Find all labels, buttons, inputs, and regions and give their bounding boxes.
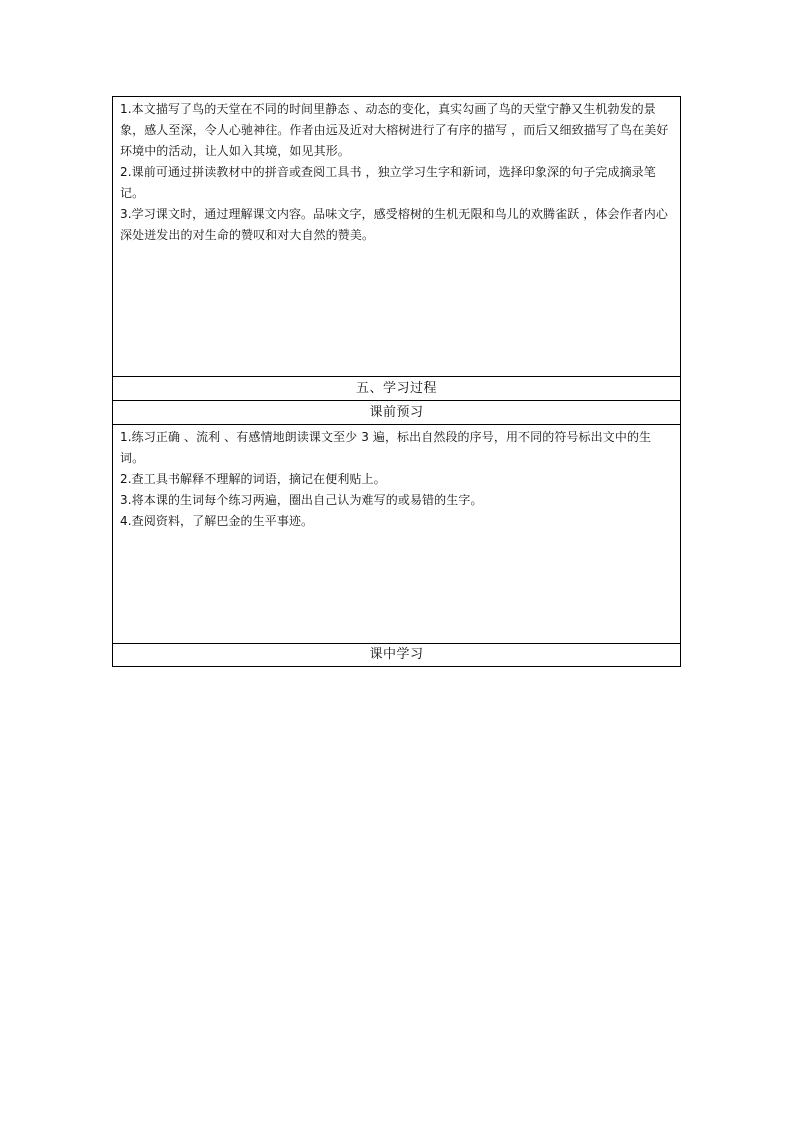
preview-item: 2.查工具书解释不理解的词语，摘记在便利贴上。: [120, 472, 386, 486]
preview-item: 3.将本课的生词每个练习两遍，圈出自己认为难写的或易错的生字。: [120, 493, 483, 507]
section-heading-in-class: 课中学习: [369, 647, 424, 662]
preview-item: 4.查阅资料，了解巴金的生平事迹。: [120, 514, 314, 528]
objective-item: 2.课前可通过拼读教材中的拼音或查阅工具书 ，独立学习生字和新词，选择印象深的句子完成摘录笔记。: [120, 165, 656, 200]
section-heading-preview: 课前预习: [113, 401, 680, 425]
section-heading-learning-process: 五、学习过程: [113, 377, 680, 401]
objective-item: 3.学习课文时，通过理解课文内容。品味文字，感受榕树的生机无限和鸟儿的欢腾雀跃 ，体会作者内心深处迸发出的对生命的赞叹和对大自然的赞美。: [120, 207, 668, 242]
preview-tasks-cell: [113, 425, 680, 644]
objective-item: 1.本文描写了鸟的天堂在不同的时间里静态 、动态的变化，真实勾画了鸟的天堂宁静又生机勃发的景象，感人至深，令人心驰神往。作者由远及近对大榕树进行了有序的描写 ，而后又细致描写了鸟在美好环境中的活动，让人如入其境，如见其形。: [120, 102, 669, 158]
preview-item: 1.练习正确 、流利 、有感情地朗读课文至少 3 遍，标出自然段的序号，用不同的符号标出文中的生词。: [120, 430, 652, 465]
lesson-plan-table: [112, 96, 681, 667]
learning-objectives-cell: [113, 97, 680, 377]
